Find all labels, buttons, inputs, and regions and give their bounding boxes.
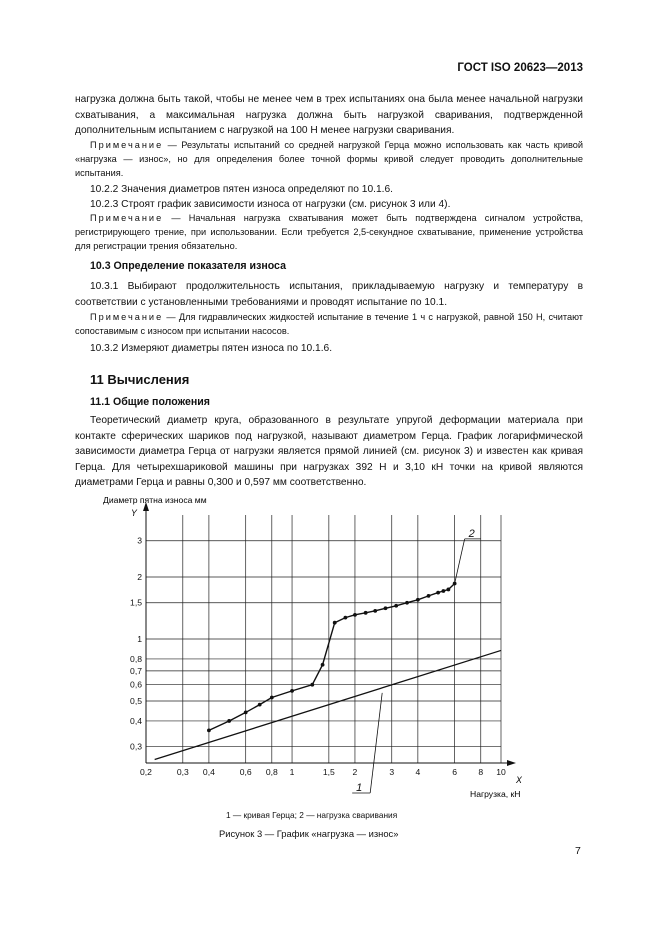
y-axis-title: Диаметр пятна износа мм <box>103 495 207 505</box>
note-label: Примечание <box>90 213 164 223</box>
page-number: 7 <box>575 845 581 857</box>
chart-series <box>155 528 501 794</box>
load-wear-chart <box>0 490 661 810</box>
data-point <box>321 663 325 667</box>
data-point <box>353 613 357 617</box>
data-point <box>446 588 450 592</box>
data-point <box>436 591 440 595</box>
x-tick-label: 0,3 <box>176 767 189 777</box>
marker-1-label: 1 <box>356 782 363 794</box>
y-tick-label: 0,8 <box>130 653 142 664</box>
data-point <box>405 601 409 605</box>
paragraph-10-2-2: 10.2.2 Значения диаметров пятен износа определяют по 10.1.6. <box>90 184 393 195</box>
x-tick-label: 4 <box>415 767 421 777</box>
chart-grid <box>146 515 501 763</box>
paragraph-10-3-1: 10.3.1 Выбирают продолжительность испытания, прикладываемую нагрузку и температуру в соответствии с установленными требованиями и проводят испытание по 10.1. <box>75 281 583 308</box>
y-tick-label: 0,7 <box>130 665 142 676</box>
heading-11-1: 11.1 Общие положения <box>90 396 210 408</box>
data-point <box>270 696 274 700</box>
x-axis-title: Нагрузка, кН <box>470 789 521 799</box>
y-tick-label: 0,4 <box>130 715 142 726</box>
data-point <box>244 711 248 715</box>
figure-caption: Рисунок 3 — График «нагрузка — износ» <box>219 828 399 839</box>
x-tick-label: 10 <box>496 767 506 777</box>
data-point <box>427 594 431 598</box>
chart-ticks <box>130 536 506 777</box>
y-tick-label: 1,5 <box>130 597 142 608</box>
document-header: ГОСТ ISO 20623—2013 <box>457 62 583 74</box>
note-hertz-load <box>75 138 583 180</box>
heading-11: 11 Вычисления <box>90 372 190 387</box>
chart-axes <box>143 502 516 766</box>
y-tick-label: 0,6 <box>130 679 142 690</box>
paragraph-11-1: Теоретический диаметр круга, образованного в результате упругой деформации материала при контакте сферических шариков под нагрузкой, называют диаметром Герца. График логарифмической зависимости диаметра Герца от нагрузки является прямой линией (см. рисунок 3) и известен как кривая Герца. Для четырехшариковой машины при нагрузках 392 Н и 3,10 кН точки на кривой являются диаметрами Герца и равны 0,300 и 0,597 мм соответственно. <box>75 415 583 489</box>
paragraph-10-3-2: 10.3.2 Измеряют диаметры пятен износа по 10.1.6. <box>90 343 333 354</box>
data-point <box>373 609 377 613</box>
data-point <box>290 689 294 693</box>
data-point <box>416 598 420 602</box>
note-hydraulic <box>75 310 583 338</box>
data-point <box>384 606 388 610</box>
note-text: — Начальная нагрузка схватывания может быть подтверждена сигналом устройства, регистрирующего трение, при использовании. Если требуется 2,5-секундное схватывание, применение устройства для регистрации трения обязательно. <box>75 213 583 251</box>
data-point <box>258 703 262 707</box>
y-tick-label: 3 <box>137 535 142 546</box>
y-axis-letter: Y <box>131 508 137 518</box>
paragraph-10-2-3: 10.2.3 Строят график зависимости износа от нагрузки (см. рисунок 3 или 4). <box>90 199 451 210</box>
y-tick-label: 1 <box>137 634 142 644</box>
x-tick-label: 8 <box>478 767 484 777</box>
y-tick-label: 0,5 <box>130 696 142 706</box>
data-point <box>364 611 368 615</box>
x-tick-label: 0,8 <box>265 767 278 777</box>
x-tick-label: 0,4 <box>202 767 215 777</box>
x-tick-label: 0,6 <box>239 767 252 777</box>
data-point <box>333 621 337 625</box>
hertz-line <box>155 650 501 759</box>
heading-10-3: 10.3 Определение показателя износа <box>90 260 286 272</box>
marker-1-leader <box>370 693 382 793</box>
x-tick-label: 1,5 <box>322 767 335 777</box>
y-tick-label: 0,3 <box>130 741 142 752</box>
x-axis-letter: X <box>516 775 522 785</box>
x-tick-label: 6 <box>452 767 458 777</box>
x-axis-arrow <box>507 760 516 766</box>
data-point <box>310 683 314 687</box>
paragraph-load-continuation: нагрузка должна быть такой, чтобы не менее чем в трех испытаниях она была менее начальной нагрузки схватывания, а максимальная нагрузка должна быть нагрузкой сваривания, подтвержденной дополнительным испытанием с нагрузкой на 100 Н менее нагрузки сваривания. <box>75 94 583 137</box>
note-initial-seizure <box>75 211 583 253</box>
note-label: Примечание <box>90 312 164 322</box>
x-tick-label: 2 <box>352 767 358 777</box>
data-point <box>441 589 445 593</box>
x-tick-label: 3 <box>389 767 395 777</box>
x-tick-label: 1 <box>289 767 295 777</box>
data-point <box>394 604 398 608</box>
data-point <box>227 719 231 723</box>
marker-2-label: 2 <box>468 527 475 540</box>
data-point <box>207 728 211 732</box>
data-point <box>343 616 347 620</box>
figure-legend: 1 — кривая Герца; 2 — нагрузка сваривания <box>226 810 398 820</box>
y-tick-label: 2 <box>137 572 142 582</box>
x-tick-label: 0,2 <box>140 767 152 777</box>
note-label: Примечание <box>90 140 164 150</box>
note-text: — Для гидравлических жидкостей испытание в течение 1 ч с нагрузкой, равной 150 Н, считают сопоставимым с износом при испытании насосов. <box>75 312 583 336</box>
note-text: — Результаты испытаний со средней нагрузкой Герца можно использовать как часть кривой «нагрузка — износ», но для определения более точной формы кривой следует проводить дополнительные испытания. <box>75 140 583 178</box>
